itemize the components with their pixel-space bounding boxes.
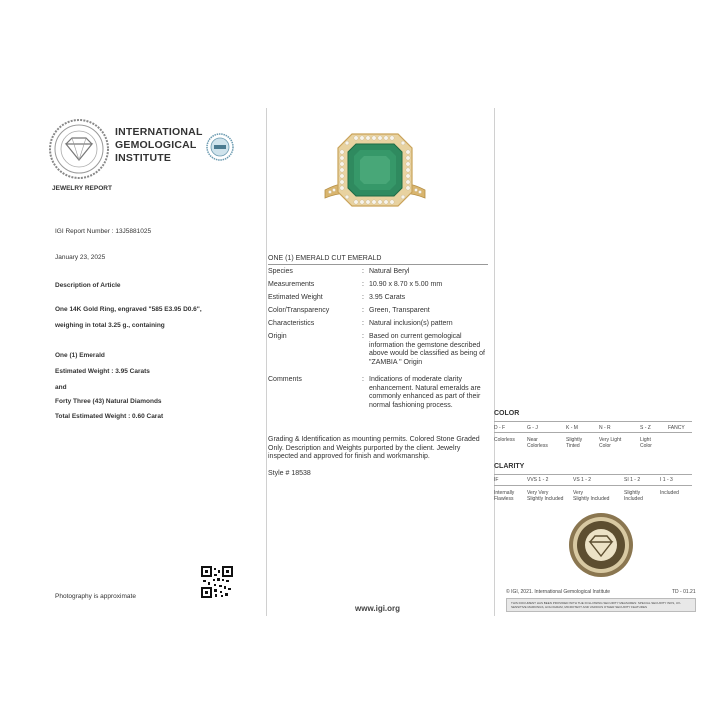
row-colon: : — [362, 333, 364, 340]
row-label-species: Species — [268, 268, 293, 275]
row-value-measurements: 10.90 x 8.70 x 5.00 mm — [369, 281, 443, 288]
report-type: JEWELRY REPORT — [52, 185, 112, 192]
and-line: and — [55, 384, 67, 391]
style-number: Style # 18538 — [268, 470, 311, 477]
clarity-rule-top — [494, 474, 692, 475]
row-value-origin: Based on current gemological information the gemstone described above would be classified as being of "ZAMBIA " Origin — [369, 333, 485, 366]
row-value-color: Green, Transparent — [369, 307, 430, 314]
security-disclaimer: THIS DOCUMENT HAS BEEN PROVIDED WITH THE FOLLOWING SECURITY MEASURES: SPECIAL SECURITY INKS, UV-SENSITIVE MARKINGS, HOLOGRAM, MICROTEXT AND VARIOUS OTHER SECURITY FEATURES — [511, 601, 681, 609]
accreditation-seal-icon — [206, 133, 234, 161]
color-rule-mid — [494, 432, 692, 433]
row-colon: : — [362, 281, 364, 288]
igi-seal-icon — [48, 118, 110, 180]
clarity-rule-mid — [494, 485, 692, 486]
row-colon: : — [362, 307, 364, 314]
row-colon: : — [362, 376, 364, 383]
title-rule — [268, 264, 488, 265]
website-link[interactable]: www.igi.org — [355, 604, 401, 613]
description-line-1: One 14K Gold Ring, engraved "585 E3.95 D0.6", — [55, 306, 202, 313]
clarity-heading: CLARITY — [494, 463, 525, 470]
qr-code-icon[interactable] — [201, 566, 233, 598]
row-value-comments: Indications of moderate clarity enhancement. Natural emeralds are commonly enhanced as part of their normal fashioning process. — [369, 376, 481, 409]
clarity-desc: Included — [660, 490, 679, 496]
clarity-desc: Slightly Included — [624, 490, 643, 502]
clarity-grade: VVS 1 - 2 — [527, 477, 549, 483]
color-grade: G - J — [527, 425, 538, 431]
row-label-characteristics: Characteristics — [268, 320, 315, 327]
row-value-characteristics: Natural inclusion(s) pattern — [369, 320, 453, 327]
row-label-weight: Estimated Weight — [268, 294, 323, 301]
report-number: IGI Report Number : 13J5881025 — [55, 228, 152, 235]
row-value-weight: 3.95 Carats — [369, 294, 406, 301]
color-heading: COLOR — [494, 410, 520, 417]
emerald-line: One (1) Emerald — [55, 352, 105, 359]
row-colon: : — [362, 294, 364, 301]
description-heading: Description of Article — [55, 282, 121, 289]
org-name: INTERNATIONAL GEMOLOGICAL INSTITUTE — [115, 126, 203, 164]
row-label-comments: Comments — [268, 376, 302, 383]
report-date: January 23, 2025 — [55, 254, 106, 261]
copyright: © IGI, 2021. International Gemological Institute — [506, 589, 611, 595]
clarity-grade: SI 1 - 2 — [624, 477, 641, 483]
document-code: TD - 01.21 — [672, 589, 696, 595]
gold-seal-icon — [568, 512, 634, 578]
row-label-measurements: Measurements — [268, 281, 315, 288]
row-label-origin: Origin — [268, 333, 287, 340]
color-desc: Slightly Tinted — [566, 437, 583, 449]
emerald-weight: Estimated Weight : 3.95 Carats — [55, 368, 150, 375]
color-desc: Very Light Color — [599, 437, 622, 449]
row-colon: : — [362, 268, 364, 275]
row-value-species: Natural Beryl — [369, 268, 410, 275]
color-desc: Colorless — [494, 437, 515, 443]
color-grade: K - M — [566, 425, 578, 431]
fold-line-right — [494, 108, 495, 616]
diamonds-line: Forty Three (43) Natural Diamonds — [55, 398, 162, 405]
clarity-desc: Internally Flawless — [494, 490, 515, 502]
row-label-color: Color/Transparency — [268, 307, 330, 314]
color-grade: N - R — [599, 425, 611, 431]
color-desc: Light Color — [640, 437, 652, 449]
color-rule-top — [494, 421, 692, 422]
ring-photo — [320, 128, 430, 218]
color-grade: FANCY — [668, 425, 685, 431]
description-line-2: weighing in total 3.25 g., containing — [55, 322, 165, 329]
color-grade: D - F — [494, 425, 506, 431]
clarity-grade: VS 1 - 2 — [573, 477, 592, 483]
row-colon: : — [362, 320, 364, 327]
clarity-desc: Very Slightly Included — [573, 490, 610, 502]
photo-note: Photography is approximate — [55, 593, 136, 600]
clarity-grade: I 1 - 3 — [660, 477, 673, 483]
clarity-desc: Very Very Slightly Included — [527, 490, 564, 502]
stone-title: ONE (1) EMERALD CUT EMERALD — [268, 255, 382, 262]
diamonds-weight: Total Estimated Weight : 0.60 Carat — [55, 413, 164, 420]
color-grade: S - Z — [640, 425, 651, 431]
clarity-grade: IF — [494, 477, 499, 483]
security-disclaimer-box — [506, 598, 696, 612]
grading-footnote: Grading & Identification as mounting permits. Colored Stone Graded Only. Description and Weights purported by the client. Jewelry inspected and approved for finish and workmanship. — [268, 436, 480, 460]
left-panel — [0, 108, 266, 616]
color-desc: Near Colorless — [527, 437, 548, 449]
fold-line-left — [266, 108, 267, 616]
